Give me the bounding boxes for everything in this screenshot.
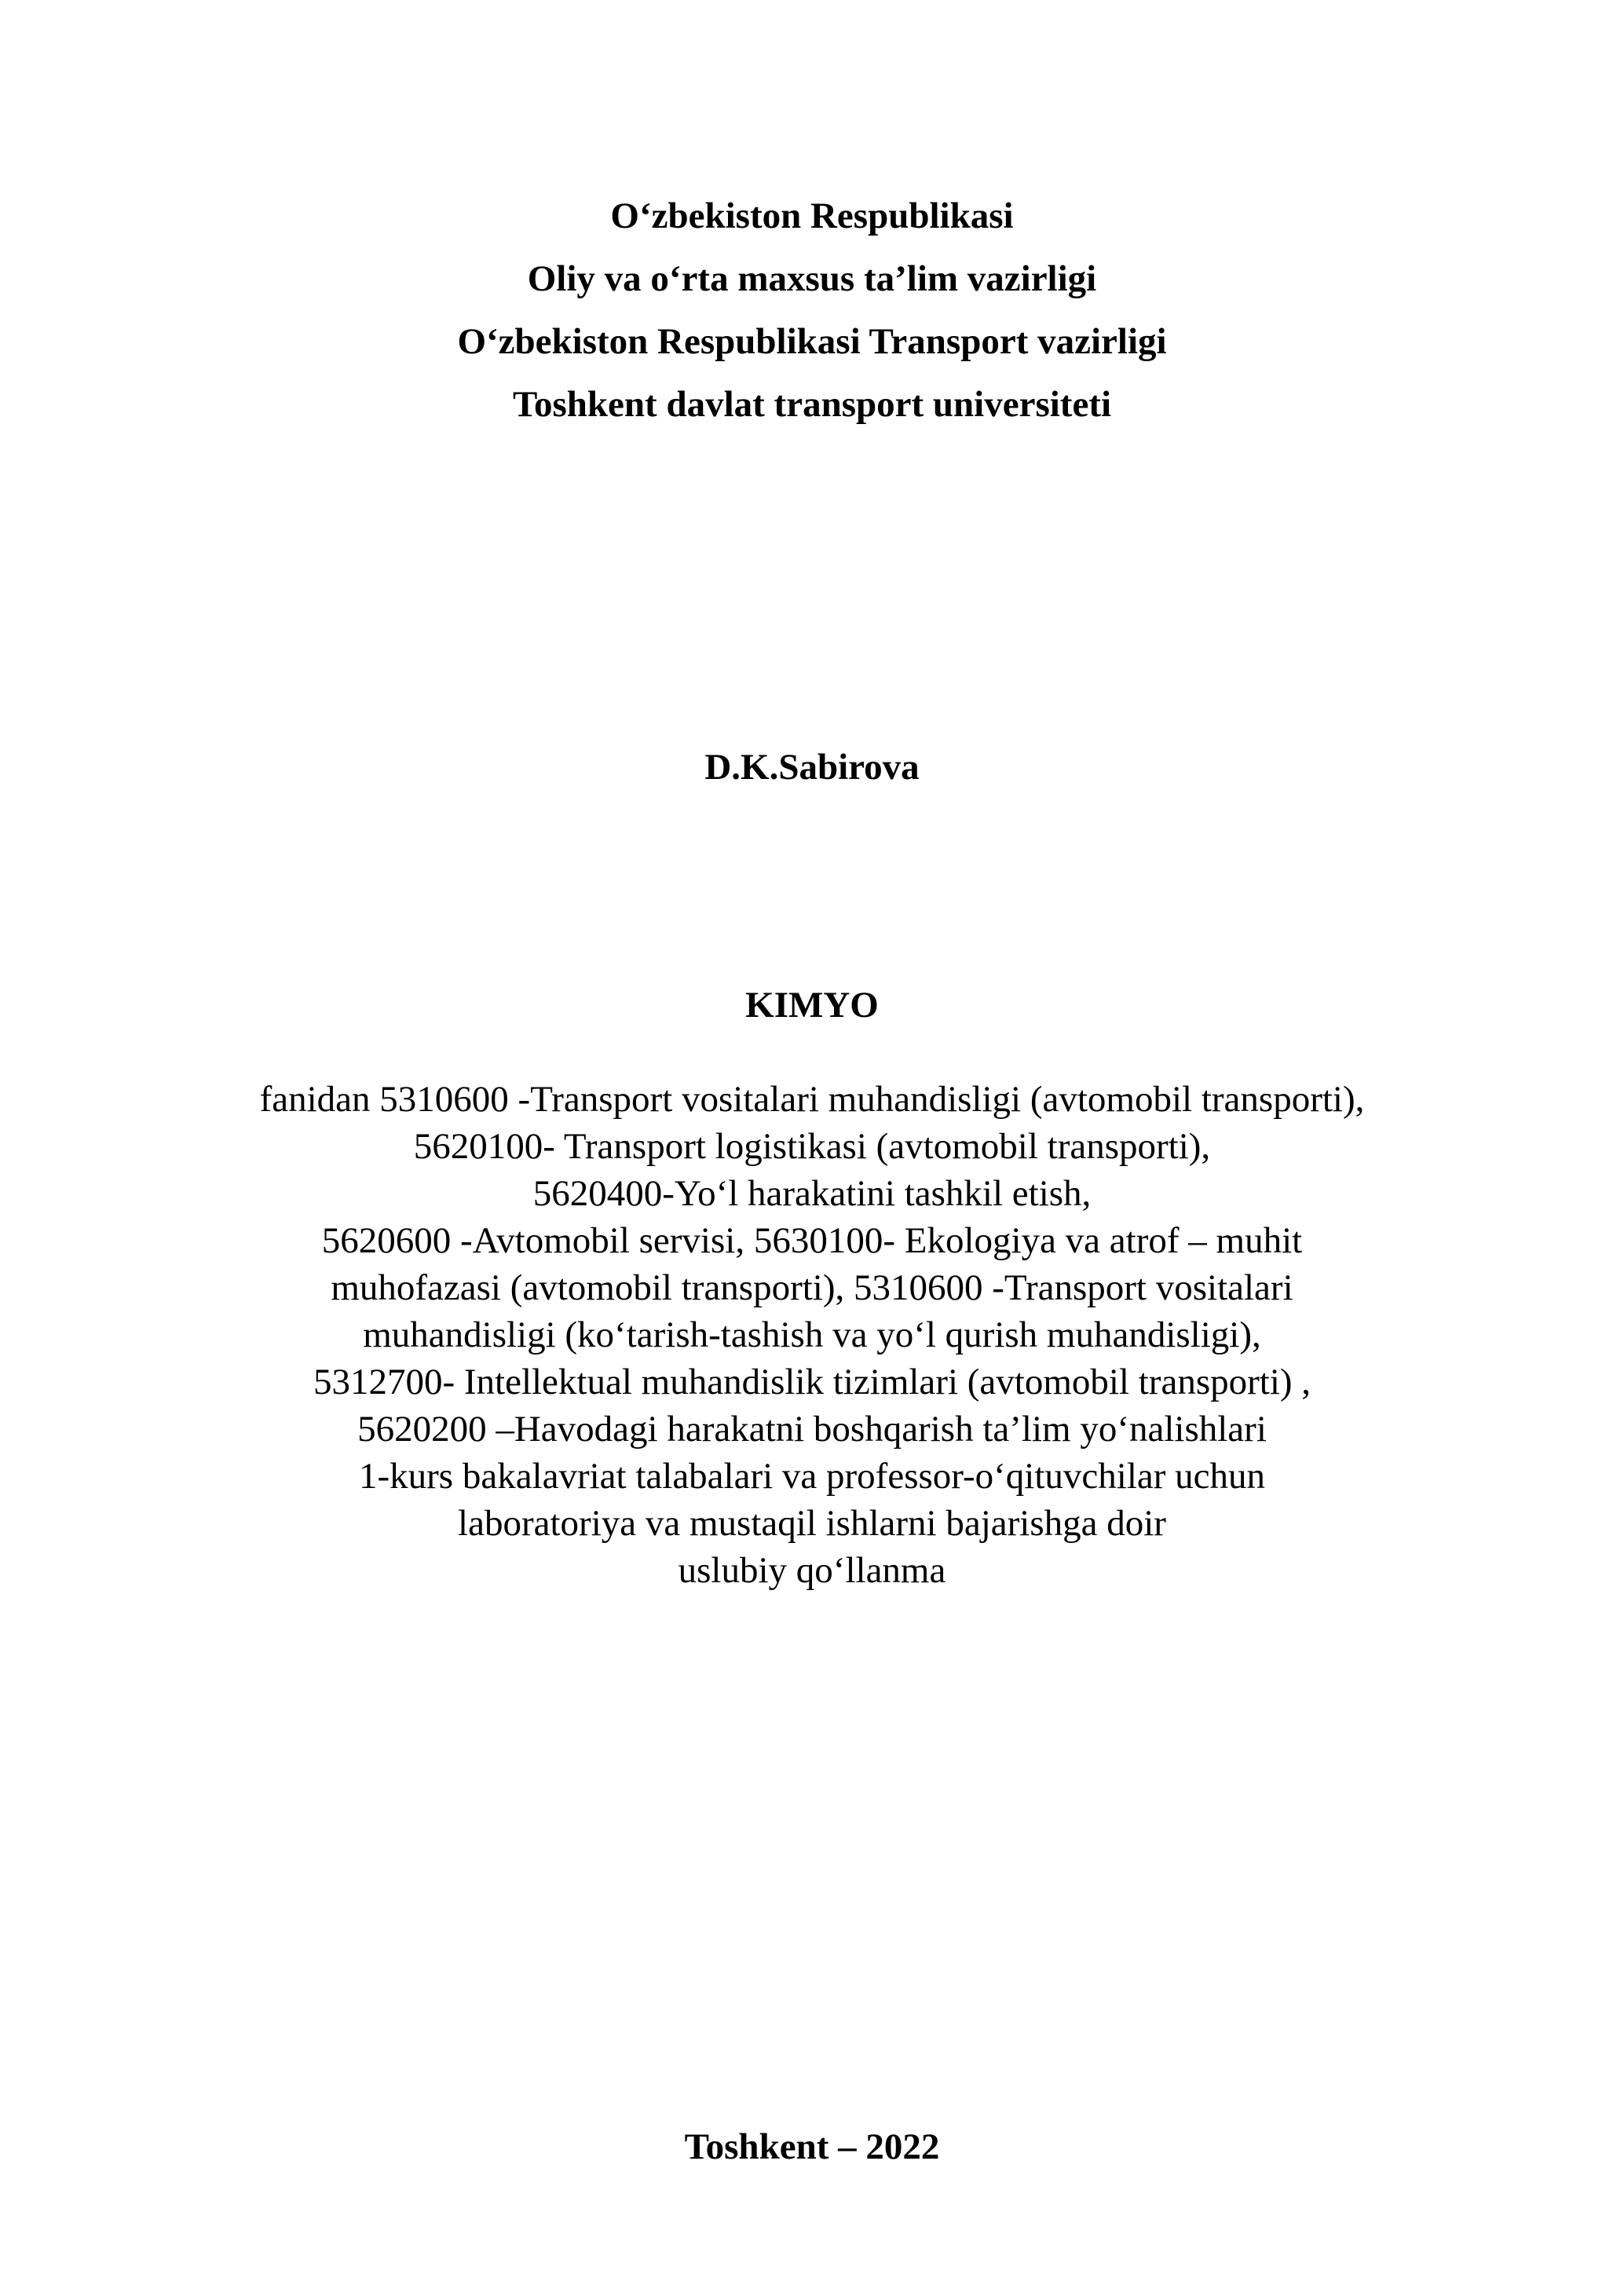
header-line-higher-education-ministry: Oliy va o‘rta maxsus ta’lim vazirligi <box>527 258 1097 299</box>
description-line: 5620100- Transport logistikasi (avtomobil transporti), <box>413 1126 1211 1167</box>
description-line: muhofazasi (avtomobil transporti), 5310600 -Transport vositalari <box>331 1267 1293 1308</box>
description-line: 5620200 –Havodagi harakatni boshqarish ta’lim yo‘nalishlari <box>357 1409 1267 1450</box>
description-line: fanidan 5310600 -Transport vositalari muhandisligi (avtomobil transporti), <box>259 1079 1365 1120</box>
description-line: 5620600 -Avtomobil servisi, 5630100- Ekologiya va atrof – muhit <box>321 1220 1303 1261</box>
description-line: muhandisligi (ko‘tarish-tashish va yo‘l qurish muhandisligi), <box>363 1314 1261 1355</box>
description-line: 5620400-Yo‘l harakatini tashkil etish, <box>532 1173 1092 1214</box>
description-line: laboratoriya va mustaqil ishlarni bajarishga doir <box>458 1503 1166 1544</box>
header-line-ministry-country: O‘zbekiston Respublikasi <box>610 196 1014 236</box>
description-line: 5312700- Intellektual muhandislik tizimlari (avtomobil transporti) , <box>313 1362 1311 1402</box>
description-line: uslubiy qo‘llanma <box>678 1550 946 1591</box>
description-line: 1-kurs bakalavriat talabalari va professor-o‘qituvchilar uchun <box>358 1456 1266 1497</box>
header-line-transport-ministry: O‘zbekiston Respublikasi Transport vazirligi <box>457 321 1167 362</box>
header-line-university: Toshkent davlat transport universiteti <box>512 384 1112 425</box>
document-title: KIMYO <box>745 985 879 1026</box>
footer-place-year: Toshkent – 2022 <box>684 2126 940 2167</box>
author-name: D.K.Sabirova <box>704 747 920 788</box>
